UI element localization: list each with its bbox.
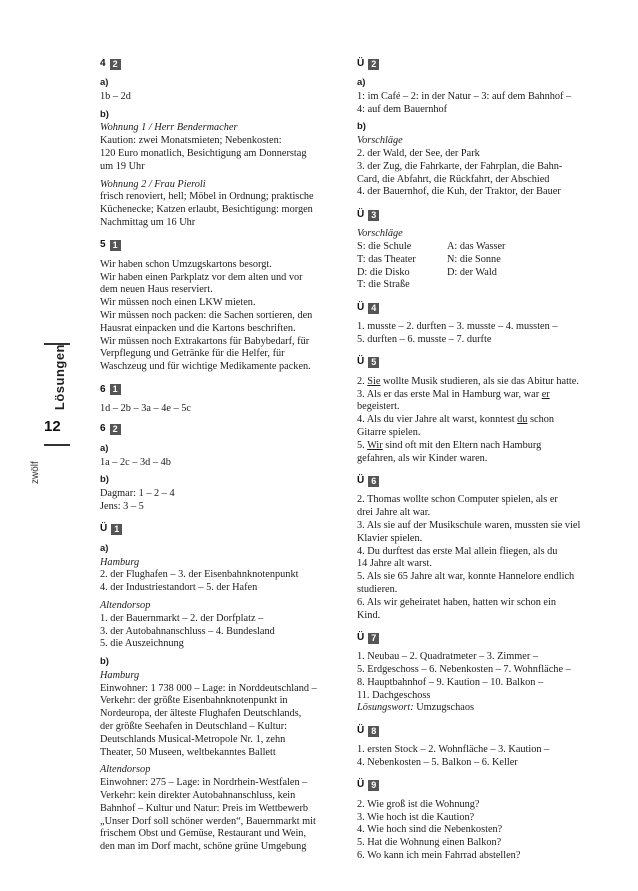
exercise-badge: 6 xyxy=(368,476,379,487)
exercise-heading xyxy=(357,209,602,221)
apartment-2-title: Wohnung 2 / Frau Pieroli xyxy=(100,178,206,190)
answer-line: Theater, 50 Museen, weltbekanntes Ballett xyxy=(100,746,276,758)
exercise-heading xyxy=(100,240,340,252)
exercise-badge: 5 xyxy=(368,357,379,368)
exercise-number: Ü xyxy=(357,57,365,69)
exercise-badge: 2 xyxy=(110,59,121,70)
answer-line: Kaution: zwei Monatsmieten; Nebenkosten: xyxy=(100,135,282,147)
answer-line: 2. Thomas wollte schon Computer spielen, als er xyxy=(357,494,558,506)
answer-line: 1b – 2d xyxy=(100,90,131,102)
answer-line: Bahnhof – Kultur und Natur: Preis im Wettbewerb xyxy=(100,802,309,814)
answer-line: Deutschlands Musical-Metropole Nr. 1, zehn xyxy=(100,733,286,745)
answer-line: 6. Als wir geheiratet haben, hatten wir schon ein xyxy=(357,596,557,608)
exercise-heading xyxy=(100,384,340,396)
answer-line: 120 Euro monatlich, Besichtigung am Donnerstag xyxy=(100,147,307,159)
place-title: Altendorsop xyxy=(100,764,151,776)
exercise-badge: 2 xyxy=(110,424,121,435)
sub-label-a: a) xyxy=(357,77,366,88)
answer-line: 3. der Zug, die Fahrkarte, der Fahrplan, die Bahn- xyxy=(357,160,563,172)
exercise-u7 xyxy=(357,632,602,715)
sub-label-b: b) xyxy=(100,656,109,668)
exercise-u8 xyxy=(357,725,602,770)
answer-line: frisch renoviert, hell; Möbel in Ordnung; praktische xyxy=(100,191,314,203)
answer-line: begeistert. xyxy=(357,401,400,413)
answer-line: 1d – 2b – 3a – 4e – 5c xyxy=(100,402,191,414)
acrostic-left: S: die Schule xyxy=(357,240,412,252)
exercise-heading xyxy=(357,725,602,737)
acrostic-right: A: das Wasser xyxy=(447,240,506,252)
underlined-word: Sie xyxy=(367,375,381,387)
exercise-number: Ü xyxy=(357,301,365,313)
acrostic-row xyxy=(357,267,602,280)
exercise-heading xyxy=(100,524,340,536)
exercise-heading xyxy=(357,357,602,369)
answer-line: 2. Wie groß ist die Wohnung? xyxy=(357,798,480,810)
acrostic-row xyxy=(357,241,602,254)
answer-line: Wir haben schon Umzugskartons besorgt. xyxy=(100,258,272,270)
answer-line: Nachmittag um 16 Uhr xyxy=(100,216,196,228)
sub-label-b: b) xyxy=(100,108,109,120)
exercise-5-1 xyxy=(100,240,340,374)
place-title: Hamburg xyxy=(100,556,140,568)
answer-line: Einwohner: 1 738 000 – Lage: in Norddeutschland – xyxy=(100,682,317,694)
exercise-badge: 4 xyxy=(368,303,379,314)
answer-line: 14 Jahre alt warst. xyxy=(357,558,432,570)
answer-line: 3. der Autobahnanschluss – 4. Bundesland xyxy=(100,625,275,637)
answer-line: Wir haben einen Parkplatz vor dem alten und vor xyxy=(100,271,303,283)
exercise-number: 5 xyxy=(100,239,106,251)
page-number-word: zwölf xyxy=(30,461,41,484)
left-column xyxy=(100,58,340,862)
answer-line: 5. durften – 6. musste – 7. durfte xyxy=(357,333,492,345)
acrostic-right: N: die Sonne xyxy=(447,253,501,265)
answer-line: 4. der Industriestandort – 5. der Hafen xyxy=(100,582,258,594)
answer-line: 1. ersten Stock – 2. Wohnfläche – 3. Kaution – xyxy=(357,744,550,756)
acrostic-row xyxy=(357,279,602,292)
answer-line: frischem Obst und Gemüse, Restaurant und Wein, xyxy=(100,828,307,840)
answer-line: Kind. xyxy=(357,609,381,621)
exercise-number: Ü xyxy=(357,724,365,736)
exercise-heading xyxy=(357,475,602,487)
acrostic-right: D: der Wald xyxy=(447,266,497,278)
answer-line: gefahren, als wir Kinder waren. xyxy=(357,452,488,464)
answer-line: Wir müssen noch packen: die Sachen sortieren, den xyxy=(100,309,313,321)
answer-line: Gitarre spielen. xyxy=(357,426,421,438)
answer-line: 1. Neubau – 2. Quadratmeter – 3. Zimmer – xyxy=(357,651,538,663)
answer-line: den man im Dorf macht, schöne grüne Umgebung xyxy=(100,841,307,853)
answer-line: der größte Seehafen in Deutschland – Kultur: xyxy=(100,721,288,733)
side-divider-top xyxy=(44,343,70,345)
exercise-6-2 xyxy=(100,424,340,514)
page-number: 12 xyxy=(44,418,61,435)
answer-line: 1. musste – 2. durften – 3. musste – 4. mussten – xyxy=(357,321,558,333)
acrostic-left: T: die Straße xyxy=(357,279,410,291)
exercise-heading xyxy=(357,632,602,644)
exercise-heading xyxy=(357,58,602,70)
answer-line: studieren. xyxy=(357,583,398,595)
exercise-number: 6 xyxy=(100,383,106,395)
apartment-1-title: Wohnung 1 / Herr Bendermacher xyxy=(100,122,238,134)
answer-line: Verkehr: kein direkter Autobahnanschluss, kein xyxy=(100,790,296,802)
exercise-badge: 9 xyxy=(368,780,379,791)
answer-line: 3. Als sie auf der Musikschule waren, mussten sie viel xyxy=(357,519,581,531)
solution-word-line xyxy=(357,702,602,715)
exercise-badge: 1 xyxy=(111,524,122,535)
answer-line: Wir müssen noch einen LKW mieten. xyxy=(100,297,256,309)
exercise-heading xyxy=(357,780,602,792)
answer-line: 4. Nebenkosten – 5. Balkon – 6. Keller xyxy=(357,757,518,769)
exercise-badge: 2 xyxy=(368,59,379,70)
answer-line: Waschzeug und für wichtige Medikamente packen. xyxy=(100,361,311,373)
underlined-word: er xyxy=(541,388,550,400)
exercise-u2 xyxy=(357,58,602,199)
answer-line: 5. die Auszeichnung xyxy=(100,638,184,650)
place-title: Hamburg xyxy=(100,669,140,681)
sub-label-a: a) xyxy=(100,77,109,88)
sub-label-b: b) xyxy=(100,474,109,486)
solution-word: Umzugschaos xyxy=(413,702,474,714)
answer-line: Einwohner: 275 – Lage: in Nordrhein-Westfalen – xyxy=(100,777,308,789)
exercise-number: 6 xyxy=(100,423,106,435)
answer-line: 4. Wie hoch sind die Nebenkosten? xyxy=(357,824,503,836)
answer-line: 4: auf dem Bauernhof xyxy=(357,103,448,115)
underlined-word: Wir xyxy=(367,439,383,451)
exercise-number: Ü xyxy=(357,631,365,643)
answer-line: 6. Wo kann ich mein Fahrrad abstellen? xyxy=(357,850,521,862)
exercise-6-1 xyxy=(100,384,340,416)
answer-line: 5. Erdgeschoss – 6. Nebenkosten – 7. Wohnfläche – xyxy=(357,664,571,676)
answer-line: 5. Hat die Wohnung einen Balkon? xyxy=(357,837,502,849)
side-tab xyxy=(0,0,80,891)
answer-line: 4. der Bauernhof, die Kuh, der Traktor, der Bauer xyxy=(357,186,561,198)
answer-line: Wir müssen noch Extrakartons für Babybedarf, für xyxy=(100,335,310,347)
answer-line: dem neuen Haus reserviert. xyxy=(100,284,213,296)
answer-line: Klavier spielen. xyxy=(357,532,423,544)
acrostic-row xyxy=(357,254,602,267)
solution-label: Lösungswort: xyxy=(357,702,414,714)
suggestions-title: Vorschläge xyxy=(357,228,403,240)
sub-label-a: a) xyxy=(100,542,109,554)
answer-line: Jens: 3 – 5 xyxy=(100,500,144,512)
exercise-badge: 1 xyxy=(110,384,121,395)
exercise-u9 xyxy=(357,780,602,863)
answer-line: Verpflegung und Getränke für die Helfer, für xyxy=(100,348,285,360)
answer-line: 1. der Bauernmarkt – 2. der Dorfplatz – xyxy=(100,612,264,624)
answer-line: 3. Wie hoch ist die Kaution? xyxy=(357,811,475,823)
exercise-number: Ü xyxy=(357,356,365,368)
answer-line: 5. Wir sind oft mit den Eltern nach Hamburg xyxy=(357,439,542,451)
section-label: Lösungen xyxy=(52,344,67,411)
answer-line: 2. der Flughafen – 3. der Eisenbahnknotenpunkt xyxy=(100,569,299,581)
exercise-number: Ü xyxy=(100,523,108,535)
exercise-u4 xyxy=(357,302,602,347)
exercise-heading xyxy=(357,302,602,314)
acrostic-left: D: die Disko xyxy=(357,266,410,278)
side-divider-bottom xyxy=(44,444,70,446)
answer-line: 2. der Wald, der See, der Park xyxy=(357,147,480,159)
answer-line: Dagmar: 1 – 2 – 4 xyxy=(100,488,175,500)
exercise-badge: 8 xyxy=(368,726,379,737)
answer-line: um 19 Uhr xyxy=(100,160,145,172)
answer-line: Nordeuropa, der älteste Flughafen Deutschlands, xyxy=(100,708,302,720)
underlined-word: du xyxy=(517,414,528,426)
exercise-number: Ü xyxy=(357,208,365,220)
answer-line: Verkehr: der größte Eisenbahnknotenpunkt in xyxy=(100,695,288,707)
answer-line: 5. Als sie 65 Jahre alt war, konnte Hannelore endlich xyxy=(357,571,575,583)
sub-label-b: b) xyxy=(357,121,366,133)
answer-line: 2. Sie wollte Musik studieren, als sie das Abitur hatte. xyxy=(357,375,579,387)
answer-line: 11. Dachgeschoss xyxy=(357,689,431,701)
answer-line: Küchenecke; Katzen erlaubt, Besichtigung: morgen xyxy=(100,204,313,216)
answer-line: „Unser Dorf soll schöner werden“, Bauernmarkt mit xyxy=(100,815,316,827)
answer-line: 1: im Café – 2: in der Natur – 3: auf dem Bahnhof – xyxy=(357,90,572,102)
exercise-heading xyxy=(100,58,340,70)
exercise-4-2 xyxy=(100,58,340,230)
answer-line: drei Jahre alt war. xyxy=(357,507,431,519)
exercise-u6 xyxy=(357,475,602,622)
acrostic-left: T: das Theater xyxy=(357,253,416,265)
sub-label-a: a) xyxy=(100,442,109,454)
exercise-heading xyxy=(100,424,340,436)
exercise-number: Ü xyxy=(357,474,365,486)
answer-line: 8. Hauptbahnhof – 9. Kaution – 10. Balkon – xyxy=(357,676,544,688)
exercise-u5 xyxy=(357,357,602,466)
exercise-u1 xyxy=(100,524,340,854)
exercise-number: 4 xyxy=(100,57,106,69)
answer-line: 3. Als er das erste Mal in Hamburg war, war er xyxy=(357,388,550,400)
exercise-number: Ü xyxy=(357,779,365,791)
answer-line: Hausrat einpacken und die Kartons beschriften. xyxy=(100,322,296,334)
exercise-badge: 3 xyxy=(368,210,379,221)
exercise-u3 xyxy=(357,209,602,292)
exercise-badge: 1 xyxy=(110,240,121,251)
answer-line: 1a – 2c – 3d – 4b xyxy=(100,456,171,468)
suggestions-title: Vorschläge xyxy=(357,135,403,147)
right-column xyxy=(357,58,602,871)
place-title: Altendorsop xyxy=(100,599,151,611)
exercise-badge: 7 xyxy=(368,633,379,644)
answer-line: 4. Du durftest das erste Mal allein fliegen, als du xyxy=(357,545,558,557)
answer-line: 4. Als du vier Jahre alt warst, konntest du schon xyxy=(357,414,555,426)
answer-line: Card, die Abfahrt, die Rückfahrt, der Abschied xyxy=(357,173,550,185)
